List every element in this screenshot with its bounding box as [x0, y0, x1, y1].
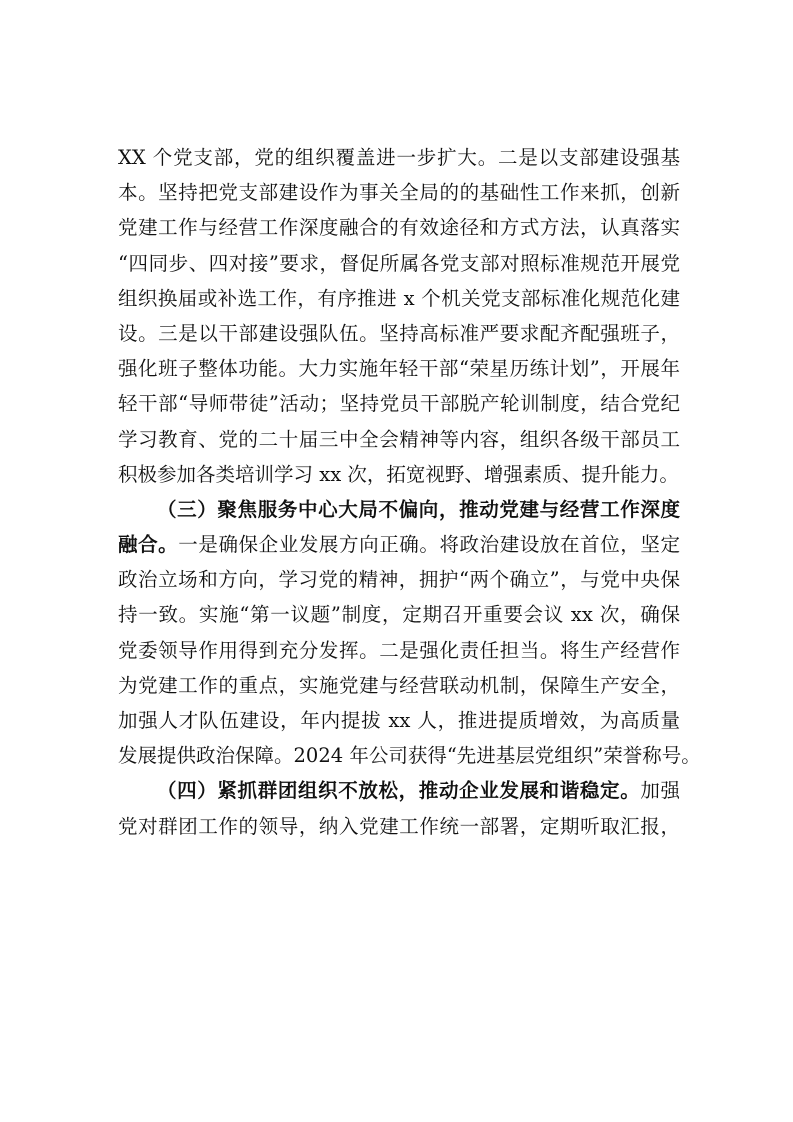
section-heading-tail: 融合。 [118, 533, 179, 557]
text-line: XX 个党支部，党的组织覆盖进一步扩大。二是以支部建设强基 [118, 146, 680, 169]
text-line: 设。三是以干部建设强队伍。坚持高标准严要求配齐配强班子， [118, 321, 680, 345]
text-line: 为党建工作的重点，实施党建与经营联动机制，保障生产安全， [118, 673, 680, 697]
paragraph [118, 492, 701, 774]
body-text [118, 140, 701, 844]
text-line: 加强人才队伍建设，年内提拔 xx 人，推进提质增效，为高质量 [118, 709, 680, 732]
text-line: 发展提供政治保障。2024 年公司获得“先进基层党组织”荣誉称号。 [118, 744, 701, 768]
text-line: 轻干部“导师带徒”活动；坚持党员干部脱产轮训制度，结合党纪 [118, 392, 680, 416]
text-line: 持一致。实施“第一议题”制度，定期召开重要会议 xx 次，确保 [118, 603, 680, 627]
text-line: 党建工作与经营工作深度融合的有效途径和方式方法，认真落实 [118, 216, 680, 240]
text-line: 本。坚持把党支部建设作为事关全局的的基础性工作来抓，创新 [118, 181, 680, 205]
section-heading-line: （三）聚焦服务中心大局不偏向，推动党建与经营工作深度 [157, 497, 680, 521]
text-line [118, 527, 680, 562]
text-line: 党委领导作用得到充分发挥。二是强化责任担当。将生产经营作 [118, 638, 680, 662]
text-line: 学习教育、党的二十届三中全会精神等内容，组织各级干部员工 [118, 427, 680, 451]
text-line: 政治立场和方向，学习党的精神，拥护“两个确立”，与党中央保 [118, 568, 680, 592]
paragraph [118, 140, 680, 492]
text-line [118, 773, 680, 808]
paragraph [118, 773, 680, 843]
text-run: 一是确保企业发展方向正确。将政治建设放在首位，坚定 [178, 533, 680, 557]
text-line: 党对群团工作的领导，纳入党建工作统一部署，定期听取汇报， [118, 814, 680, 838]
text-line: 强化班子整体功能。大力实施年轻干部“荣星历练计划”，开展年 [118, 357, 680, 381]
text-run: 加强 [640, 779, 680, 803]
section-heading: （四）紧抓群团组织不放松，推动企业发展和谐稳定。 [157, 779, 641, 803]
text-line: 组织换届或补选工作，有序推进 x 个机关党支部标准化规范化建 [118, 286, 680, 310]
text-line: “四同步、四对接”要求，督促所属各党支部对照标准规范开展党 [118, 251, 680, 275]
text-line: 积极参加各类培训学习 xx 次，拓宽视野、增强素质、提升能力。 [118, 462, 679, 486]
